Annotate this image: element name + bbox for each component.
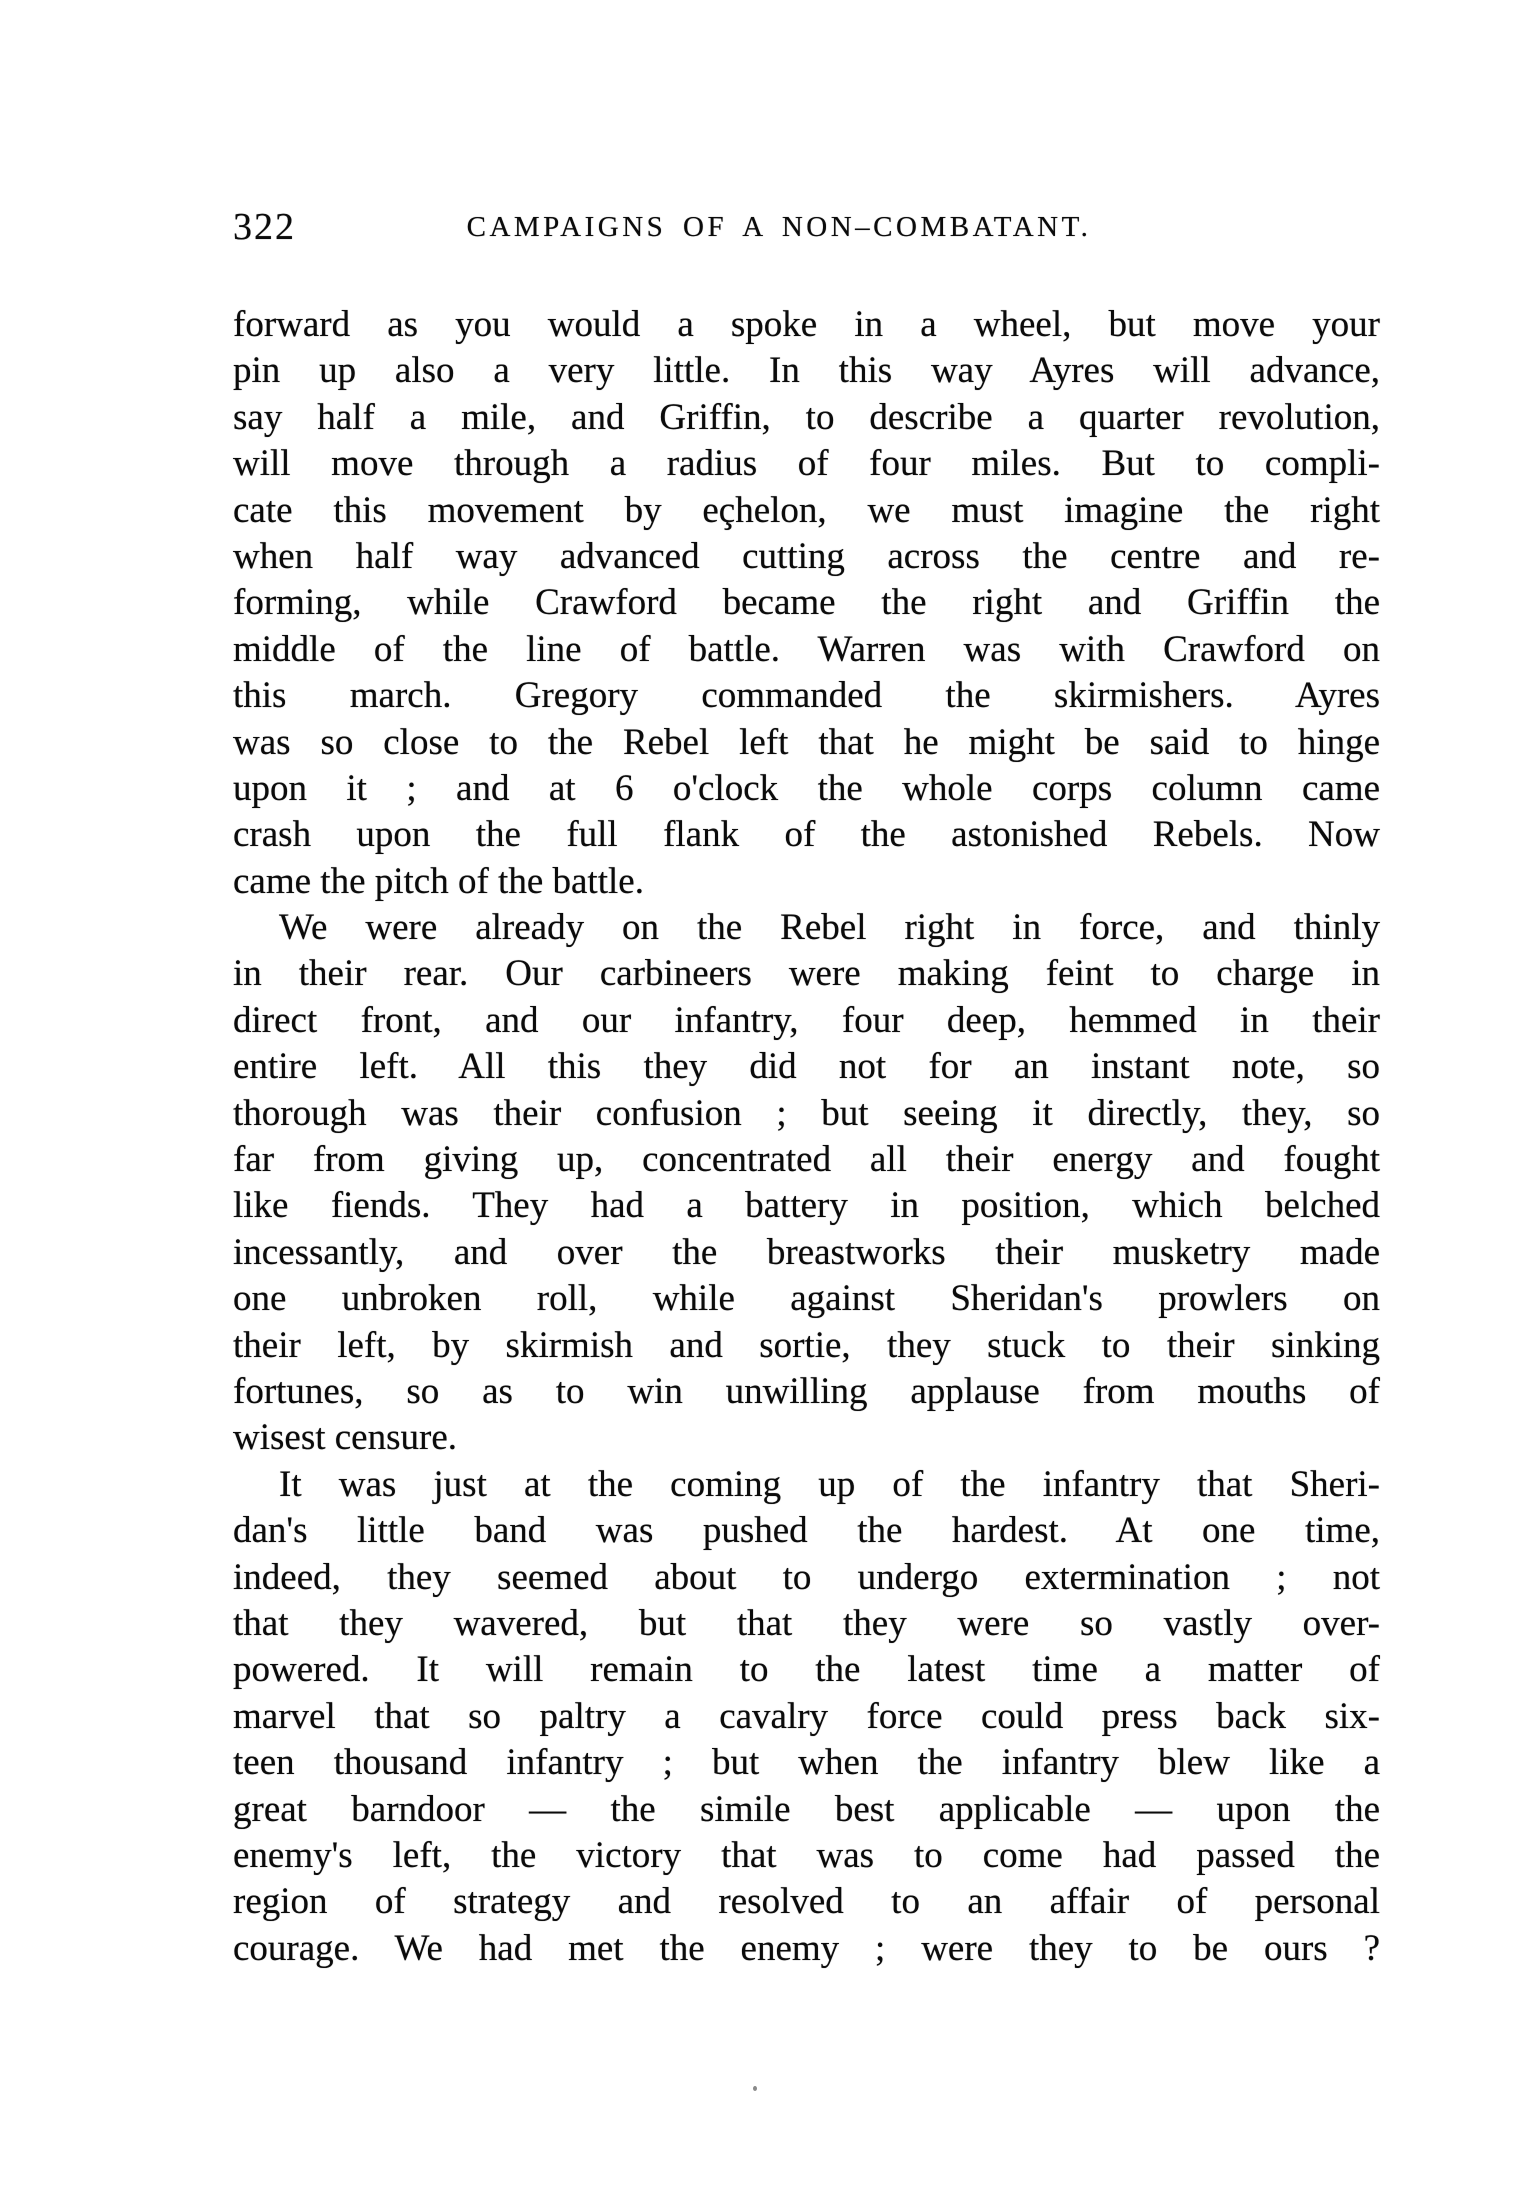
text-line: thorough was their confusion ; but seeing it directly, they, so [233, 1092, 1380, 1134]
running-header [233, 205, 1380, 253]
text-line: this march. Gregory commanded the skirmishers. Ayres [233, 675, 1380, 717]
running-title: CAMPAIGNS OF A NON–COMBATANT. [466, 211, 1092, 243]
text-line: region of strategy and resolved to an affair of personal [233, 1881, 1380, 1923]
text-line: that they wavered, but that they were so vastly over- [233, 1602, 1380, 1644]
text-line: marvel that so paltry a cavalry force could press back six- [233, 1695, 1380, 1737]
text-line: crash upon the full flank of the astonished Rebels. Now [233, 814, 1380, 856]
text-line: entire left. All this they did not for an instant note, so [233, 1046, 1380, 1088]
text-line: one unbroken roll, while against Sheridan's prowlers on [233, 1278, 1380, 1320]
text-line: forming, while Crawford became the right and Griffin the [233, 582, 1380, 624]
text-line: was so close to the Rebel left that he might be said to hinge [233, 721, 1380, 763]
text-line: their left, by skirmish and sortie, they stuck to their sinking [233, 1324, 1380, 1366]
body-text [233, 302, 1380, 1972]
text-line: far from giving up, concentrated all their energy and fought [233, 1139, 1380, 1181]
text-line: upon it ; and at 6 o'clock the whole corps column came [233, 767, 1380, 809]
text-line: great barndoor — the simile best applicable — upon the [233, 1788, 1380, 1830]
text-line: dan's little band was pushed the hardest. At one time, [233, 1510, 1380, 1552]
text-line: teen thousand infantry ; but when the infantry blew like a [233, 1742, 1380, 1784]
text-line: like fiends. They had a battery in position, which belched [233, 1185, 1380, 1227]
text-line: when half way advanced cutting across the centre and re- [233, 535, 1380, 577]
text-line: will move through a radius of four miles. But to compli- [233, 443, 1380, 485]
text-line: It was just at the coming up of the infantry that Sheri- [279, 1463, 1380, 1505]
text-line: forward as you would a spoke in a wheel, but move your [233, 304, 1380, 345]
text-line: courage. We had met the enemy ; were they to be ours ? [233, 1927, 1380, 1969]
text-line: fortunes, so as to win unwilling applause from mouths of [233, 1370, 1380, 1412]
text-line: direct front, and our infantry, four deep, hemmed in their [233, 999, 1380, 1041]
text-line: say half a mile, and Griffin, to describe a quarter revolution, [233, 396, 1380, 438]
text-line: enemy's left, the victory that was to come had passed the [233, 1834, 1380, 1876]
text-line: powered. It will remain to the latest time a matter of [233, 1649, 1380, 1691]
scan-artifact-dot [753, 2086, 757, 2091]
text-line: cate this movement by eçhelon, we must imagine the right [233, 489, 1380, 531]
text-line: indeed, they seemed about to undergo extermination ; not [233, 1556, 1380, 1598]
text-line: middle of the line of battle. Warren was with Crawford on [233, 628, 1380, 670]
text-line: pin up also a very little. In this way Ayres will advance, [233, 350, 1380, 392]
page-number: 322 [233, 206, 296, 248]
text-line: incessantly, and over the breastworks their musketry made [233, 1231, 1380, 1273]
text-line: came the pitch of the battle. [233, 860, 644, 902]
text-line: wisest censure. [233, 1417, 457, 1459]
text-line: in their rear. Our carbineers were making feint to charge in [233, 953, 1380, 995]
text-line: We were already on the Rebel right in force, and thinly [279, 907, 1380, 949]
